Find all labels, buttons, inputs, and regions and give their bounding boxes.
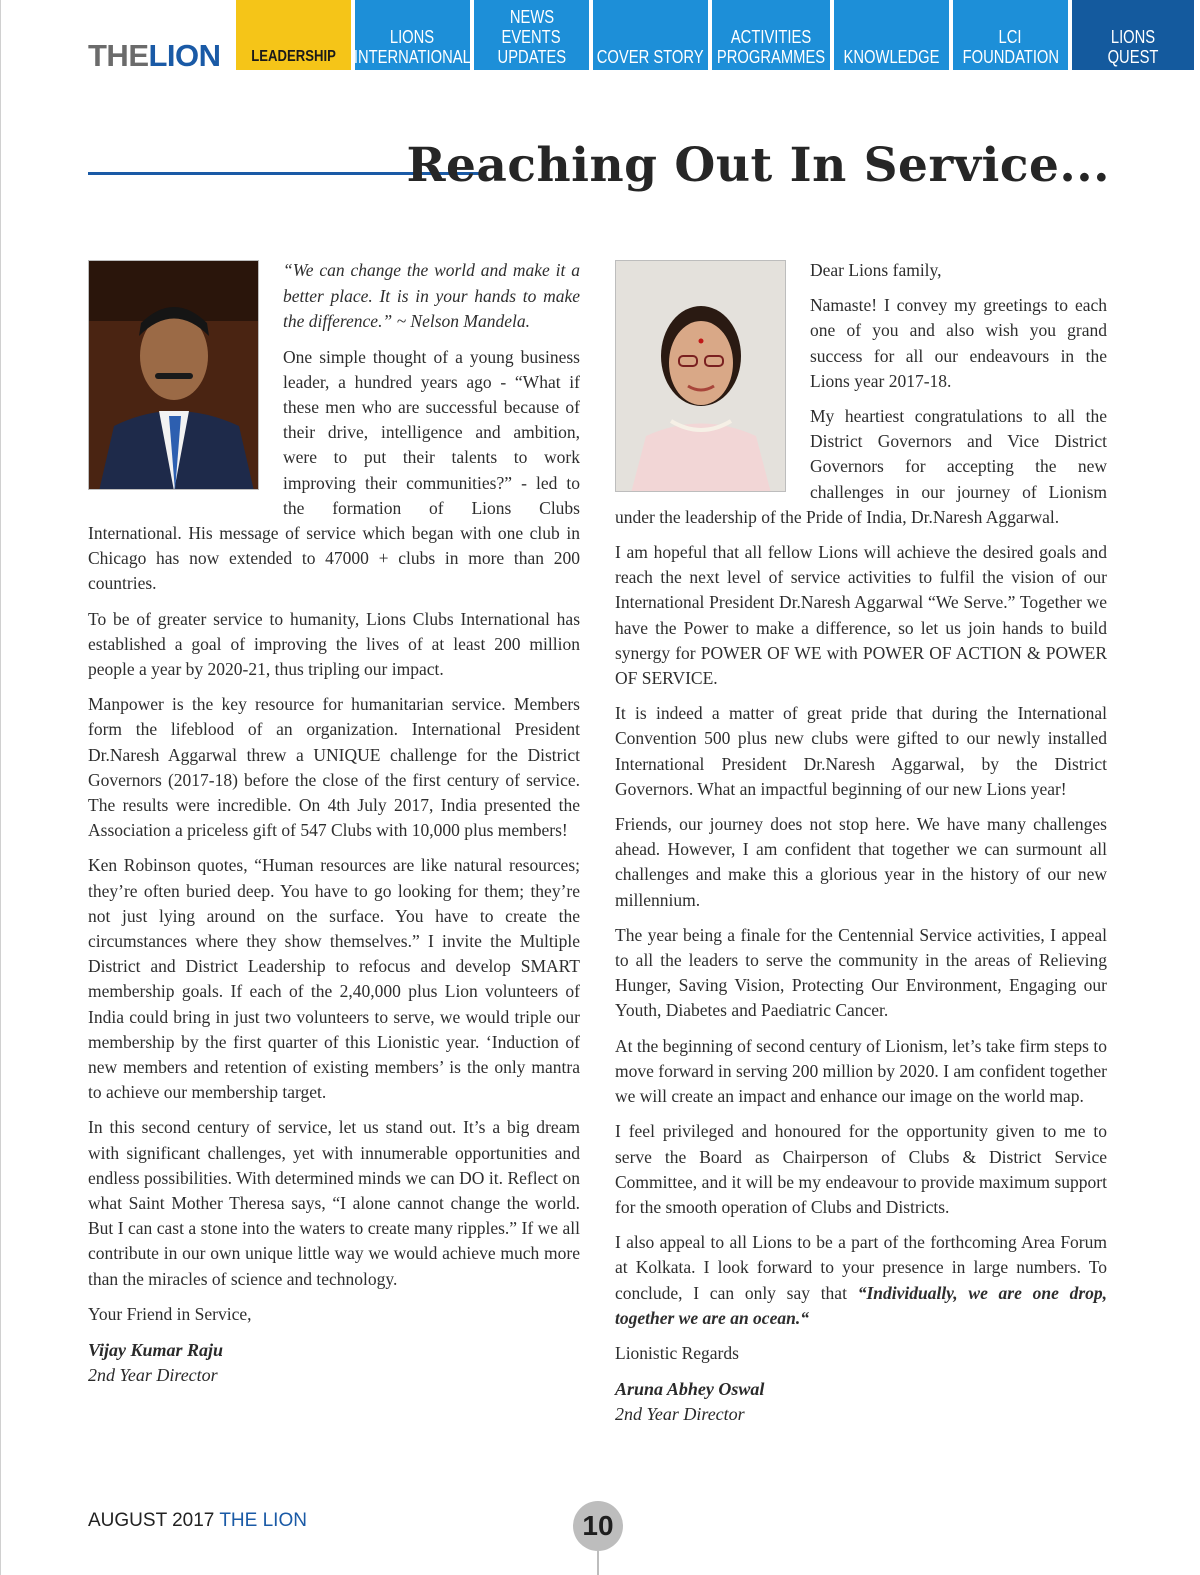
page-number: 10 [573, 1501, 623, 1551]
right-paragraph-8: I feel privileged and honoured for the opportunity given to me to serve the Board as Chairperson of Clubs & District Service Committee, and it will be my endeavour to provide maximum support for the smooth operation of Clubs and Districts. [615, 1121, 1107, 1217]
nav-tab-label: LCI [999, 27, 1022, 47]
quote-text: “We can change the world and make it a better place. It is in your hands to make the difference.” [283, 260, 580, 331]
nav-tab-lci-foundation[interactable] [953, 0, 1068, 70]
right-column [615, 258, 1107, 1427]
page-edge [0, 0, 1, 1575]
right-paragraph-9-text: I also appeal to all Lions to be a part of the forthcoming Area Forum at Kolkata. I look forward to your presence in large numbers. To conclude, I can only say that [615, 1232, 1107, 1303]
nav-tab-news-events[interactable] [474, 0, 589, 70]
nav-tab-label: LIONS [1110, 27, 1156, 47]
right-signature-name: Aruna Abhey Oswal [615, 1379, 765, 1400]
director-photo-left [88, 260, 259, 490]
left-paragraph-2: To be of greater service to humanity, Lions Clubs International has established a goal of improving the lives of at least 200 million people a year by 2020-21, thus tripling our impact. [88, 608, 580, 679]
left-column [88, 258, 580, 1388]
nav-tab-lions-international[interactable] [355, 0, 470, 70]
right-paragraph-1: Namaste! I convey my greetings to each one of you and also wish you grand success for all our endeavours in the Lions year 2017-18. [810, 295, 1107, 391]
right-paragraph-7: At the beginning of second century of Lionism, let’s take firm steps to move forward in serving 200 million by 2020. I am confident together we will create an impact and enhance our image on the world map. [615, 1035, 1107, 1107]
nav-tab-label: ACTIVITIES [730, 27, 812, 47]
right-paragraph-3: I am hopeful that all fellow Lions will achieve the desired goals and reach the next level of service activities to fulfil the vision of our International President Dr.Naresh Aggarwal “We Serve.” Together we have the Power to make a difference, so let us join hands to build synergy for POWER OF WE with POWER OF ACTION & POWER OF SERVICE. [615, 542, 1107, 689]
logo-text-lion: LION [148, 38, 221, 73]
nav-tab-label: LIONS [390, 27, 435, 47]
magazine-logo[interactable] [88, 40, 221, 71]
nav-tab-label: FOUNDATION [962, 47, 1059, 67]
nav-tab-lions-quest[interactable] [1072, 0, 1194, 70]
nav-tab-leadership[interactable] [236, 0, 351, 70]
nav-tab-label: NEWS [509, 7, 554, 27]
article-title: Reaching Out In Service... [406, 138, 1110, 193]
right-salutation: Dear Lions family, [810, 260, 942, 280]
nav-tab-activities[interactable] [712, 0, 830, 70]
logo-text-the: THE [88, 38, 149, 73]
quote-author: ~ Nelson Mandela. [396, 311, 530, 331]
portrait-woman-icon [616, 261, 786, 492]
nav-tab-label: EVENTS [501, 27, 562, 47]
left-closing: Your Friend in Service, [88, 1303, 252, 1324]
nav-tab-label: COVER STORY [597, 47, 704, 67]
footer-issue [88, 1510, 307, 1532]
left-signature-name: Vijay Kumar Raju [88, 1340, 224, 1361]
left-signature-role: 2nd Year Director [88, 1365, 218, 1386]
nav-tab-label: INTERNATIONAL [353, 47, 472, 67]
left-paragraph-3: Manpower is the key resource for humanitarian service. Members form the lifeblood of an organization. International President Dr.Naresh Aggarwal threw a UNIQUE challenge for the District Governors (2017-18) before the close of the first century of service. The results were incredible. On 4th July 2017, India presented the Association a priceless gift of 547 Clubs with 10,000 plus members! [88, 694, 580, 841]
footer-magazine: THE LION [219, 1510, 307, 1531]
right-paragraph-2: My heartiest congratulations to all the District Governors and Vice District Governors for accepting the new challenges in our journey of Lionism under the leadership of the Pride of India, Dr.Naresh Aggarwal. [615, 406, 1107, 527]
right-closing: Lionistic Regards [615, 1342, 739, 1363]
page-number-stem [597, 1551, 599, 1575]
left-paragraph-1: One simple thought of a young business leader, a hundred years ago - “What if these men who are successful because of their drive, intelligence and ambition, were to put their talents to work improving their communities?” - led to the formation of Lions Clubs International. His message of service which began with one club in Chicago has now extended to 47000 + clubs in more than 200 countries. [88, 346, 580, 594]
right-paragraph-6: The year being a finale for the Centennial Service activities, I appeal to all the leaders to serve the community in the areas of Relieving Hunger, Saving Vision, Protecting Our Environment, Engaging our Youth, Diabetes and Paediatric Cancer. [615, 924, 1107, 1021]
left-paragraph-5: In this second century of service, let us stand out. It’s a big dream with significant challenges, yet with innumerable opportunities and endless possibilities. With determined minds we can DO it. Reflect on what Saint Mother Theresa says, “I alone cannot change the world. But I can cast a stone into the waters to create many ripples.” If we all contribute in our own unique little way we would achieve much more than the miracles of science and technology. [88, 1117, 580, 1289]
portrait-man-icon [89, 261, 259, 490]
right-closing-quote: “Individually, we are one drop, together we are an ocean.“ [615, 1282, 1108, 1328]
nav-tab-label: KNOWLEDGE [843, 47, 940, 67]
nav-tab-label: QUEST [1107, 47, 1159, 67]
left-paragraph-4: Ken Robinson quotes, “Human resources are like natural resources; they’re often buried deep. You have to go looking for them; they’re not just lying around on the surface. You have to create the circumstances where they show themselves.” I invite the Multiple District and District Leadership to refocus and develop SMART membership goals. If each of the 2,40,000 plus Lion volunteers of India could bring in just two volunteers to serve, we would triple our membership by the first quarter of this Lionistic year. ‘Induction of new members and retention of existing members’ is the only mantra to achieve our membership target. [88, 855, 580, 1103]
nav-tab-label: UPDATES [497, 47, 566, 67]
right-signature-role: 2nd Year Director [615, 1404, 745, 1425]
right-paragraph-4: It is indeed a matter of great pride that during the International Convention 500 plus new clubs were gifted to our newly installed International President Dr.Naresh Aggarwal, by the District Governors. What an impactful beginning of our new Lions year! [615, 703, 1107, 799]
right-paragraph-9 [615, 1230, 1107, 1331]
nav-tab-label: LEADERSHIP [251, 48, 336, 65]
right-paragraph-5: Friends, our journey does not stop here. We have many challenges ahead. However, I am confident that together we can surmount all challenges and make this a glorious year in the history of our new millennium. [615, 814, 1107, 910]
nav-tab-knowledge[interactable] [834, 0, 949, 70]
footer-date: AUGUST 2017 [88, 1510, 215, 1531]
director-photo-right [615, 260, 786, 492]
nav-tab-cover-story[interactable] [593, 0, 708, 70]
nav-tab-label: PROGRAMMES [716, 47, 826, 67]
